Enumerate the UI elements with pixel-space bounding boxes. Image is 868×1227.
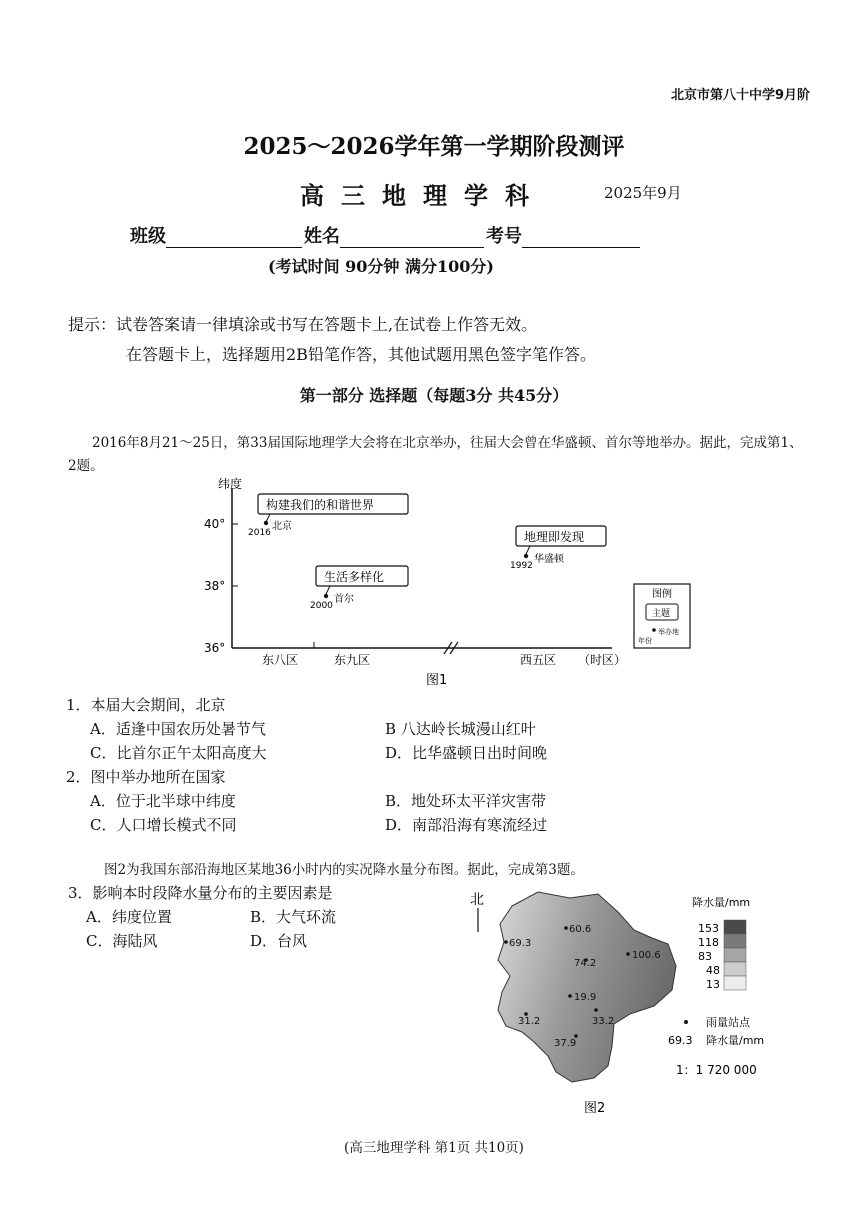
fig1-ytick: 38° bbox=[204, 579, 226, 593]
fig1-year: 2000 bbox=[310, 601, 333, 611]
station-value: 69.3 bbox=[509, 938, 532, 949]
fig1-event-seoul bbox=[310, 566, 408, 611]
class-field[interactable] bbox=[166, 229, 302, 248]
school-header: 北京市第八十中学9月阶 bbox=[670, 88, 810, 103]
intro-q1-2: 2016年8月21～25日，第33届国际地理学大会将在北京举办，往届大会曾在华盛顿、首尔等地举办。据此，完成第1、2题。 bbox=[68, 435, 803, 474]
fig2-legend-swatch bbox=[724, 920, 746, 934]
exam-title: 2025～2026学年第一学期阶段测评 bbox=[243, 133, 625, 160]
north-label: 北 bbox=[470, 892, 484, 908]
station-value: 33.2 bbox=[592, 1016, 615, 1027]
fig1-point bbox=[264, 521, 268, 525]
figure-2 bbox=[462, 886, 792, 1118]
number-label: 考号 bbox=[486, 226, 522, 247]
fig2-scale: 1：1 720 000 bbox=[676, 1063, 757, 1077]
fig1-city: 首尔 bbox=[334, 594, 354, 605]
fig1-event-washington bbox=[510, 526, 606, 571]
q2-option-d[interactable]: D．南部沿海有寒流经过 bbox=[385, 816, 548, 834]
fig1-point bbox=[324, 594, 328, 598]
exam-info: (考试时间 90分钟 满分100分) bbox=[268, 257, 494, 276]
class-label: 班级 bbox=[130, 226, 166, 247]
fig1-caption: 图1 bbox=[426, 673, 448, 688]
q1-option-d[interactable]: D．比华盛顿日出时间晚 bbox=[385, 744, 548, 762]
page-footer: (高三地理学科 第1页 共10页) bbox=[344, 1140, 524, 1156]
fig2-legend-swatch bbox=[724, 948, 746, 962]
fig1-ytick: 40° bbox=[204, 517, 226, 531]
fig2-station-label: 雨量站点 bbox=[706, 1016, 750, 1029]
tip-line-2: 在答题卡上，选择题用2B铅笔作答，其他试题用黑色签字笔作答。 bbox=[126, 345, 596, 364]
station-value: 37.9 bbox=[554, 1038, 577, 1049]
fig2-sample-value: 69.3 bbox=[668, 1034, 693, 1047]
subject-title: 高三地理学科 bbox=[300, 181, 546, 210]
q2-option-c[interactable]: C．人口增长模式不同 bbox=[90, 816, 237, 834]
fig2-legend-value: 13 bbox=[706, 978, 720, 991]
fig2-legend-value: 83 bbox=[698, 950, 712, 963]
q2-stem: 2．图中举办地所在国家 bbox=[66, 768, 226, 786]
q3-option-d[interactable]: D．台风 bbox=[250, 932, 308, 950]
station-value: 100.6 bbox=[632, 950, 661, 961]
name-label: 姓名 bbox=[304, 226, 340, 247]
fig2-legend-title: 降水量/mm bbox=[692, 896, 751, 909]
fig1-xtick: 西五区 bbox=[520, 653, 557, 667]
fig2-legend-swatch bbox=[724, 976, 746, 990]
station-value: 19.9 bbox=[574, 992, 597, 1003]
intro-q3: 图2为我国东部沿海地区某地36小时内的实况降水量分布图。据此，完成第3题。 bbox=[104, 862, 584, 878]
fig2-legend-value: 48 bbox=[706, 964, 720, 977]
fig1-city: 华盛顿 bbox=[534, 554, 564, 565]
q3-option-a[interactable]: A．纬度位置 bbox=[86, 908, 172, 926]
fig1-legend-theme: 主题 bbox=[652, 609, 671, 619]
fig1-ytick: 36° bbox=[204, 641, 226, 655]
fig2-legend-value: 118 bbox=[698, 936, 719, 949]
q1-option-c[interactable]: C．比首尔正午太阳高度大 bbox=[90, 744, 267, 762]
fig1-theme: 构建我们的和谐世界 bbox=[266, 498, 375, 512]
figure-1 bbox=[204, 472, 704, 692]
student-info-fields bbox=[130, 222, 642, 248]
fig1-legend-title: 图例 bbox=[652, 589, 672, 600]
fig1-xunit: （时区） bbox=[578, 653, 627, 667]
fig2-caption: 图2 bbox=[584, 1101, 606, 1116]
name-field[interactable] bbox=[340, 229, 484, 248]
q2-option-b[interactable]: B．地处环太平洋灾害带 bbox=[385, 792, 547, 810]
q1-option-b[interactable]: B 八达岭长城漫山红叶 bbox=[385, 720, 536, 738]
station-value: 74.2 bbox=[574, 958, 597, 969]
q1-stem: 1．本届大会期间，北京 bbox=[66, 696, 226, 714]
fig2-map-region bbox=[498, 892, 676, 1082]
fig2-legend-swatch bbox=[724, 962, 746, 976]
fig2-legend-swatch bbox=[724, 934, 746, 948]
fig1-legend-year: 年份 bbox=[638, 637, 652, 645]
q2-option-a[interactable]: A．位于北半球中纬度 bbox=[90, 792, 236, 810]
q3-option-c[interactable]: C．海陆风 bbox=[86, 932, 158, 950]
fig2-legend-value: 153 bbox=[698, 922, 719, 935]
part1-heading: 第一部分 选择题（每题3分 共45分） bbox=[299, 386, 569, 405]
fig1-xtick: 东八区 bbox=[262, 653, 299, 667]
fig1-ylabel: 纬度 bbox=[218, 477, 243, 491]
exam-date: 2025年9月 bbox=[604, 184, 682, 202]
station-value: 60.6 bbox=[569, 924, 592, 935]
fig1-legend-city: 举办地 bbox=[658, 628, 679, 636]
fig1-theme: 地理即发现 bbox=[524, 530, 585, 544]
fig1-year: 2016 bbox=[248, 528, 271, 538]
q3-option-b[interactable]: B．大气环流 bbox=[250, 908, 337, 926]
station-symbol bbox=[684, 1020, 688, 1024]
number-field[interactable] bbox=[522, 229, 640, 248]
tip-line-1: 提示：试卷答案请一律填涂或书写在答题卡上,在试卷上作答无效。 bbox=[68, 315, 538, 334]
fig1-event-beijing bbox=[248, 494, 408, 538]
fig1-theme: 生活多样化 bbox=[324, 570, 385, 584]
fig1-legend bbox=[634, 584, 690, 648]
fig1-year: 1992 bbox=[510, 561, 533, 571]
q1-option-a[interactable]: A．适逢中国农历处暑节气 bbox=[90, 720, 266, 738]
station-value: 31.2 bbox=[518, 1016, 541, 1027]
fig1-city: 北京 bbox=[272, 521, 292, 532]
q3-stem: 3．影响本时段降水量分布的主要因素是 bbox=[68, 884, 333, 902]
fig1-xtick: 东九区 bbox=[334, 653, 371, 667]
fig2-sample-label: 降水量/mm bbox=[706, 1034, 765, 1047]
fig1-point bbox=[524, 554, 528, 558]
